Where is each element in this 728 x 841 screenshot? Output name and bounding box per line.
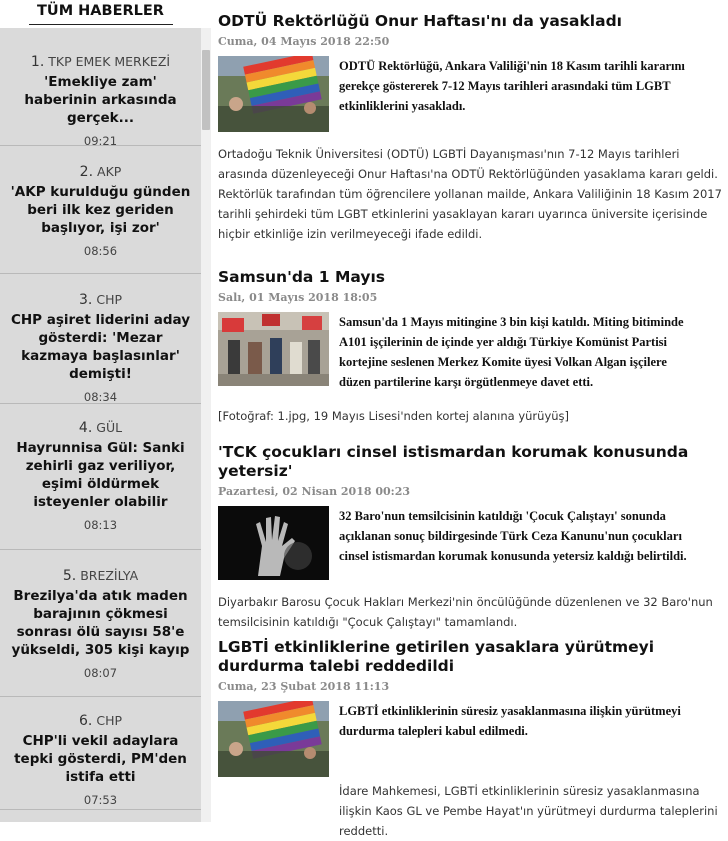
- article-thumbnail[interactable]: [218, 701, 329, 777]
- item-number: 5.: [62, 568, 77, 584]
- item-headline[interactable]: CHP aşiret liderini aday gösterdi: 'Mezar kazmaya başlasınlar' demişti!: [10, 312, 191, 382]
- article-date: Salı, 01 Mayıs 2018 18:05: [218, 291, 378, 304]
- news-article: [218, 268, 722, 426]
- sidebar-news-item[interactable]: [0, 550, 201, 697]
- sidebar-news-item[interactable]: [0, 404, 201, 550]
- rainbow-flag-photo: [218, 701, 329, 777]
- article-lead: 32 Baro'nun temsilcisinin katıldığı 'Çocuk Çalıştayı' sonunda açıklanan sonuç bildirgesinde Türk Ceza Kanunu'nun çocukları cinsel istismardan korumak konusunda yetersiz kaldığı belirtildi.: [339, 509, 687, 563]
- item-headline[interactable]: CHP'li vekil adaylara tepki gösterdi, PM'den istifa etti: [14, 733, 187, 785]
- article-title[interactable]: ODTÜ Rektörlüğü Onur Haftası'nı da yasakladı: [218, 12, 622, 30]
- item-time: 09:21: [83, 134, 118, 148]
- article-title[interactable]: Samsun'da 1 Mayıs: [218, 268, 385, 286]
- article-thumbnail[interactable]: [218, 56, 329, 132]
- news-article: [218, 12, 722, 244]
- news-sidebar: [0, 0, 201, 822]
- sidebar-title: TÜM HABERLER: [29, 0, 173, 25]
- item-headline[interactable]: 'AKP kurulduğu günden beri ilk kez geriden başlıyor, işi zor': [10, 184, 191, 236]
- item-headline[interactable]: 'Emekliye zam' haberinin arkasında gerçek...: [24, 74, 177, 126]
- article-title[interactable]: LGBTİ etkinliklerine getirilen yasaklara yürütmeyi durdurma talebi reddedildi: [218, 638, 655, 675]
- article-thumbnail[interactable]: [218, 506, 329, 580]
- article-text: İdare Mahkemesi, LGBTİ etkinliklerinin süresiz yasaklanmasına ilişkin Kaos GL ve Pembe Hayat'ın yürütmeyi durdurma taleplerini reddetti.: [339, 784, 718, 838]
- item-category[interactable]: CHP: [96, 713, 123, 728]
- item-headline[interactable]: Brezilya'da atık maden barajının çökmesi sonrası ölü sayısı 58'e yükseldi, 305 kişi kayıp: [11, 588, 190, 658]
- news-article: [218, 638, 722, 841]
- item-time: 08:07: [83, 666, 118, 680]
- news-article: [218, 443, 722, 632]
- sidebar-news-item[interactable]: [0, 146, 201, 274]
- article-date: Pazartesi, 02 Nisan 2018 00:23: [218, 485, 411, 498]
- article-text: Ortadoğu Teknik Üniversitesi (ODTÜ) LGBTİ Dayanışması'nın 7-12 Mayıs tarihleri arasında düzenleyeceği Onur Haftası'na ODTÜ Rektörlüğünden yasaklama kararı geldi. Rektörlük tarafından tüm öğrencilere yollanan mailde, Ankara Valiliğinin 18 Kasım 2017 tarihli şehirdeki tüm LGBT etkinlerini yasaklayan kararı uyarınca üniversite içerisinde hiçbir etkinliğe izin verilmeyeceği ifade edildi.: [218, 147, 722, 241]
- article-date: Cuma, 04 Mayıs 2018 22:50: [218, 35, 390, 48]
- item-category[interactable]: GÜL: [96, 420, 123, 435]
- sidebar-news-item[interactable]: [0, 28, 201, 146]
- sidebar-scrollbar[interactable]: [201, 28, 211, 822]
- item-time: 07:53: [83, 793, 118, 807]
- article-text: Diyarbakır Barosu Çocuk Hakları Merkezi'nin öncülüğünde düzenlenen ve 32 Baro'nun temsilcisinin katıldığı "Çocuk Çalıştayı" tamamlandı.: [218, 595, 713, 629]
- item-time: 08:13: [83, 518, 118, 532]
- hand-silhouette-photo: [218, 506, 329, 580]
- item-number: 1.: [30, 54, 45, 70]
- article-lead: LGBTİ etkinliklerinin süresiz yasaklanmasına ilişkin yürütmeyi durdurma talepleri kabul edilmedi.: [339, 704, 681, 738]
- item-number: 3.: [78, 292, 93, 308]
- article-lead: ODTÜ Rektörlüğü, Ankara Valiliği'nin 18 Kasım tarihli kararını gerekçe göstererek 7-12 Mayıs tarihleri arasındaki tüm LGBT etkinliklerini yasakladı.: [339, 59, 685, 113]
- item-time: 08:56: [83, 244, 118, 258]
- sidebar-header: [0, 0, 201, 28]
- item-number: 2.: [79, 164, 94, 180]
- item-category[interactable]: AKP: [97, 164, 122, 179]
- article-thumbnail[interactable]: [218, 312, 329, 386]
- item-number: 4.: [78, 420, 93, 436]
- scrollbar-thumb[interactable]: [202, 50, 210, 130]
- article-lead: Samsun'da 1 Mayıs mitingine 3 bin kişi katıldı. Miting bitiminde A101 işçilerinin de içinde yer aldığı Türkiye Komünist Partisi kortejine seslenen Merkez Komite üyesi Volkan Algan işçilere düzen partilerine karşı örgütlenmeye davet etti.: [339, 315, 684, 389]
- may-day-rally-photo: [218, 312, 329, 386]
- item-headline[interactable]: Hayrunnisa Gül: Sanki zehirli gaz veriliyor, eşimi öldürmek isteyenler olabilir: [16, 440, 185, 510]
- item-category[interactable]: TKP EMEK MERKEZİ: [48, 54, 171, 69]
- rainbow-flag-photo: [218, 56, 329, 132]
- sidebar-news-item[interactable]: [0, 697, 201, 810]
- item-category[interactable]: CHP: [96, 292, 123, 307]
- article-text: [Fotoğraf: 1.jpg, 19 Mayıs Lisesi'nden kortej alanına yürüyüş]: [218, 409, 570, 423]
- item-time: 08:34: [83, 390, 118, 404]
- item-category[interactable]: BREZİLYA: [80, 568, 139, 583]
- item-number: 6.: [78, 713, 93, 729]
- article-date: Cuma, 23 Şubat 2018 11:13: [218, 680, 390, 693]
- sidebar-news-item[interactable]: [0, 274, 201, 404]
- article-title[interactable]: 'TCK çocukları cinsel istismardan korumak konusunda yetersiz': [218, 443, 689, 480]
